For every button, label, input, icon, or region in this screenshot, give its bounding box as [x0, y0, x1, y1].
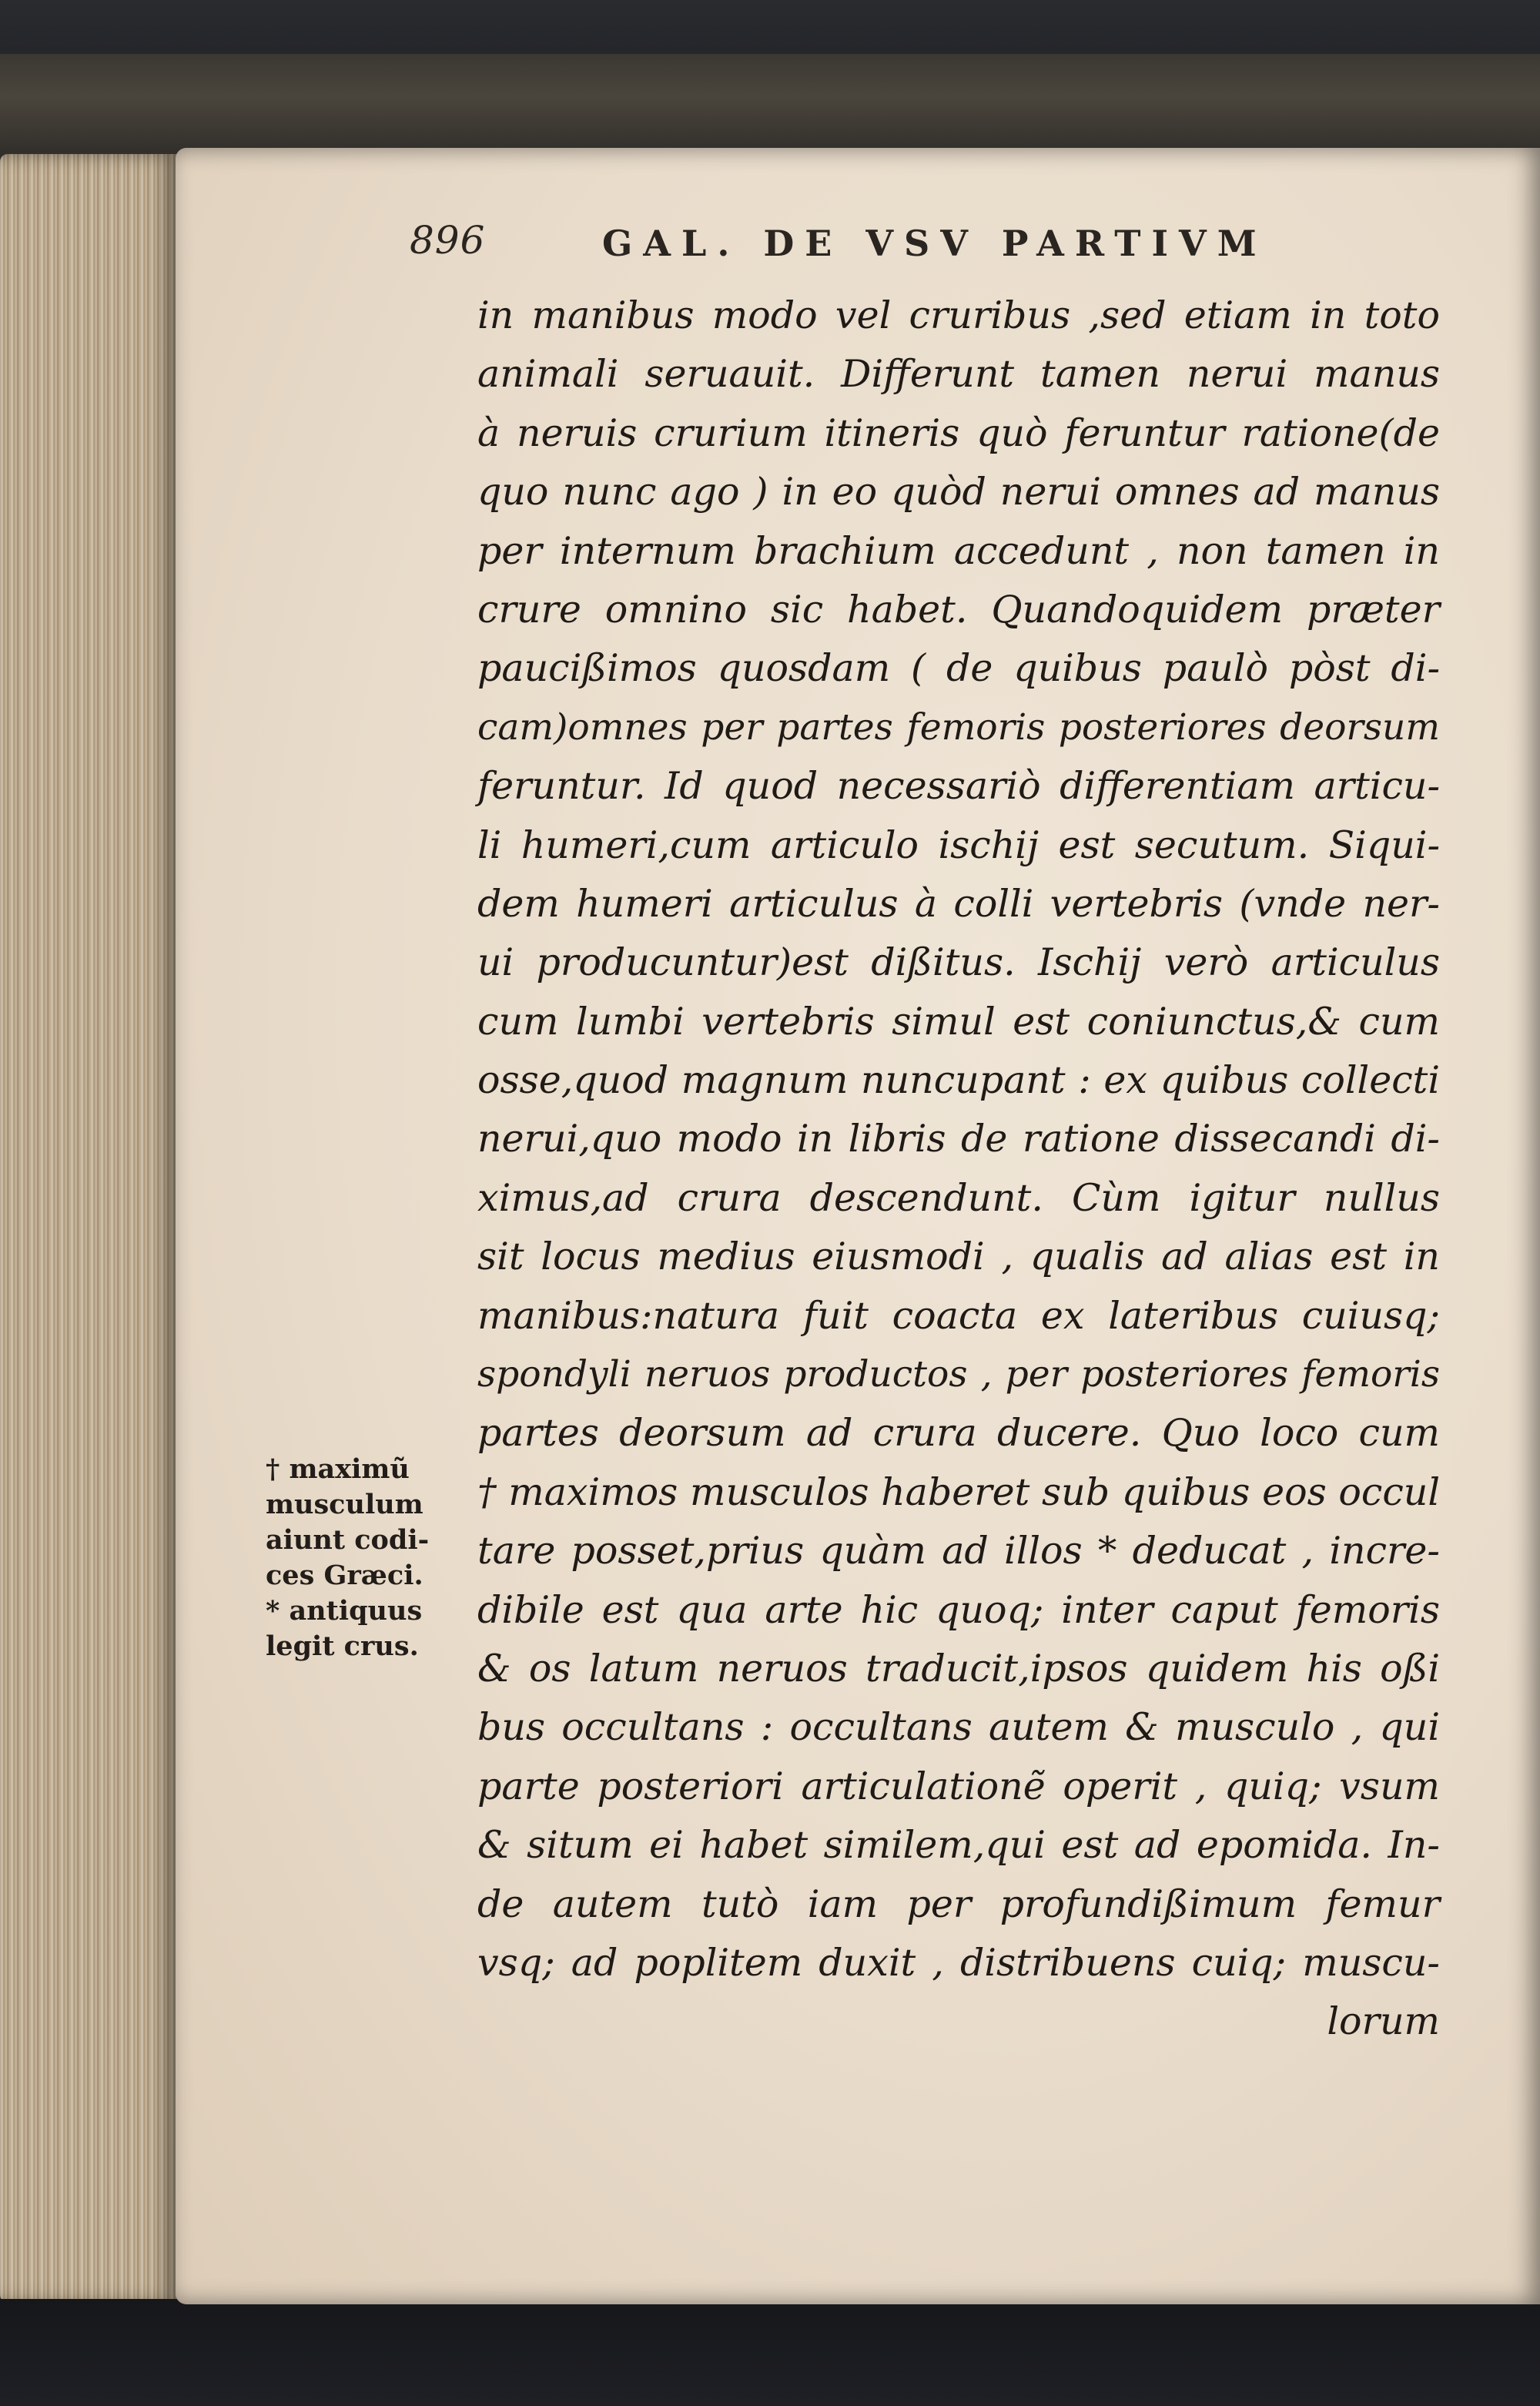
text-line: partes deorsum ad crura ducere. Quo loco cum	[477, 1411, 1440, 1456]
book-cover-bottom	[0, 2299, 1540, 2406]
running-title: GAL. DE VSV PARTIVM	[602, 223, 1267, 264]
text-line: nerui,quo modo in libris de ratione dissecandi di-	[477, 1117, 1440, 1161]
text-line: per internum brachium accedunt , non tamen in	[477, 528, 1440, 573]
book-cover-edge	[0, 54, 1540, 162]
text-line: à neruis crurium itineris quò feruntur ratione(de	[477, 410, 1440, 455]
text-line: cum lumbi vertebris simul est coniunctus,& cum	[477, 999, 1440, 1044]
text-line: & situm ei habet similem,qui est ad epomida. In-	[477, 1823, 1440, 1868]
text-line: ui producuntur)est dißitus. Ischij verò articulus	[477, 940, 1440, 985]
text-line: in manibus modo vel cruribus ,sed etiam in toto	[477, 293, 1440, 337]
margin-note-line: legit crus.	[266, 1630, 419, 1662]
margin-notes	[266, 1452, 474, 1664]
body-text	[477, 287, 1440, 2052]
margin-note-line: * antiquus	[266, 1595, 423, 1627]
text-line: & os latum neruos traducit,ipsos quidem his oßi	[477, 1646, 1440, 1691]
text-line: spondyli neruos productos , per posteriores femoris	[477, 1353, 1440, 1396]
text-line: tare posset,prius quàm ad illos * deducat , incre-	[477, 1529, 1440, 1573]
catchword: lorum	[1327, 1999, 1440, 2044]
text-line: osse,quod magnum nuncupant : ex quibus collecti	[477, 1058, 1440, 1103]
text-line: bus occultans : occultans autem & musculo , qui	[477, 1705, 1440, 1750]
margin-note-line: aiunt codi-	[266, 1524, 430, 1556]
text-line: cam)omnes per partes femoris posteriores deorsum	[477, 705, 1440, 749]
text-line: ximus,ad crura descendunt. Cùm igitur nullus	[477, 1175, 1440, 1220]
margin-note-line: musculum	[266, 1489, 424, 1520]
text-line: † maximos musculos haberet sub quibus eos occul	[477, 1469, 1440, 1514]
text-line: dibile est qua arte hic quoq; inter caput femoris	[477, 1587, 1440, 1632]
text-line: sit locus medius eiusmodi , qualis ad alias est in	[477, 1235, 1440, 1279]
running-head	[410, 218, 1434, 267]
margin-note-line: ces Græci.	[266, 1560, 424, 1591]
page-number: 896	[410, 218, 486, 263]
text-line: parte posteriori articulationẽ operit , quiq; vsum	[477, 1764, 1440, 1808]
text-line: feruntur. Id quod necessariò differentiam articu-	[477, 764, 1440, 809]
text-line: quo nunc ago ) in eo quòd nerui omnes ad manus	[477, 470, 1440, 514]
text-line: li humeri,cum articulo ischij est secutum. Siqui-	[477, 823, 1440, 867]
text-line: vsq; ad poplitem duxit , distribuens cuiq; muscu-	[477, 1940, 1440, 1985]
text-line: crure omnino sic habet. Quandoquidem præter	[477, 587, 1440, 632]
margin-note-line: † maximũ	[266, 1453, 410, 1485]
text-line: animali seruauit. Differunt tamen nerui manus	[477, 352, 1440, 397]
text-line: manibus:natura fuit coacta ex lateribus cuiusq;	[477, 1293, 1440, 1338]
text-line: dem humeri articulus à colli vertebris (vnde ner-	[477, 881, 1440, 926]
page-edges	[0, 154, 181, 2303]
text-line: de autem tutò iam per profundißimum femur	[477, 1882, 1440, 1926]
text-line: paucißimos quosdam ( de quibus paulò pòst di-	[477, 646, 1440, 691]
